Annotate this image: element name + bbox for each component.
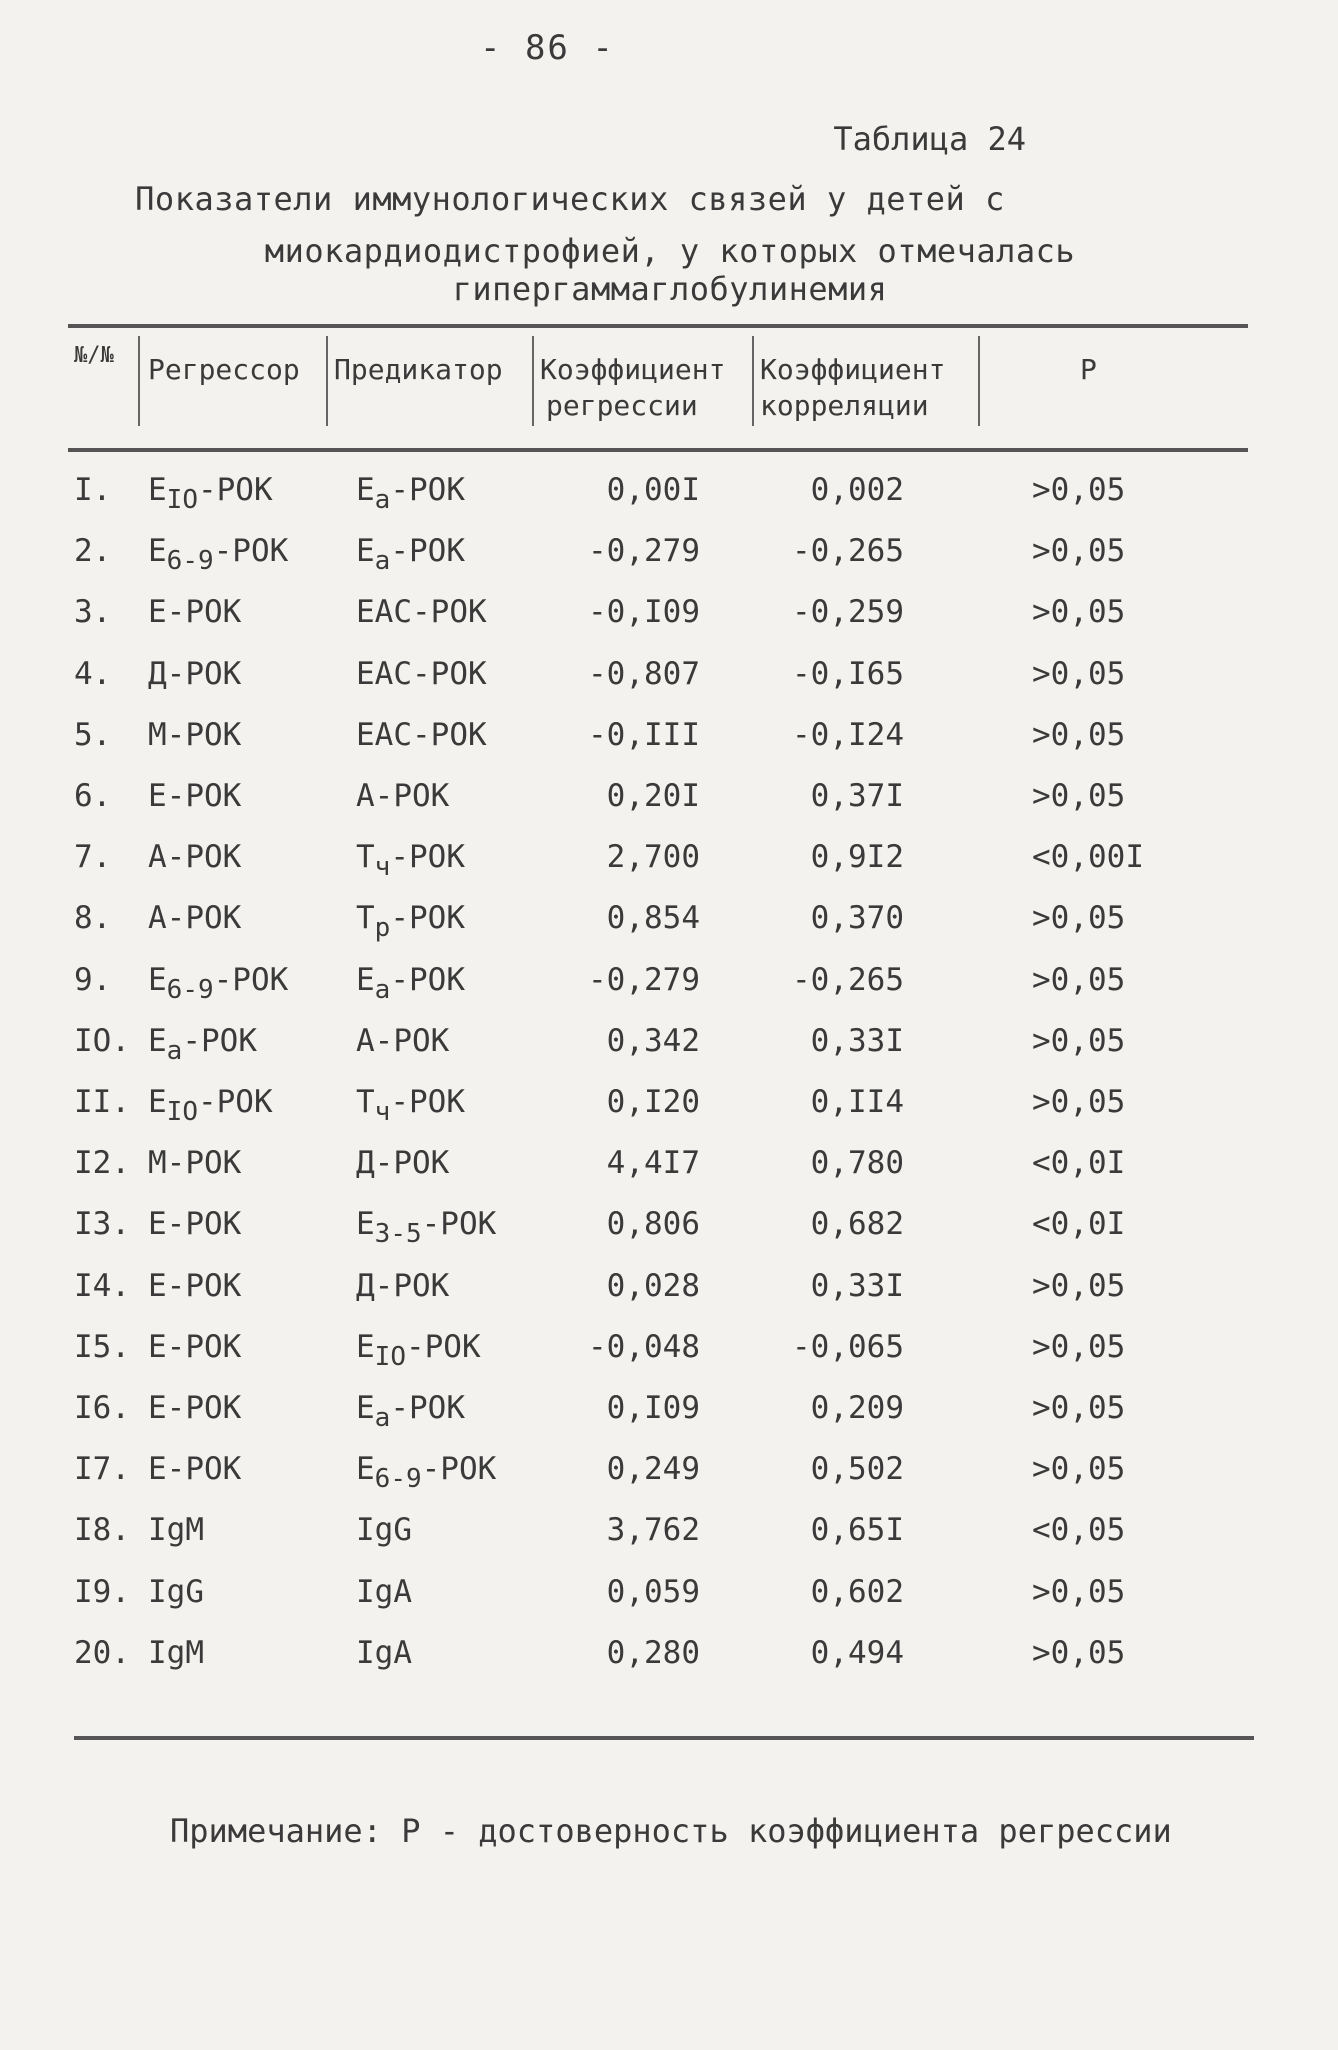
predictor-cell — [356, 1023, 449, 1066]
regressor-cell — [148, 656, 241, 699]
table-row — [0, 1084, 1338, 1145]
coef-regression-cell: -0,I09 — [588, 594, 700, 631]
predictor-cell-base: E — [356, 1451, 375, 1488]
predictor-cell — [356, 962, 465, 1005]
row-number: 9. — [74, 961, 112, 998]
coef-regression-cell: 3,762 — [606, 1512, 700, 1549]
p-value-cell: >0,05 — [1032, 778, 1126, 814]
coef-correlation-cell: -0,265 — [792, 533, 904, 570]
predictor-cell-subscript: ч — [374, 852, 391, 883]
p-value-cell: >0,05 — [1032, 1022, 1126, 1059]
p-value-cell: <0,0I — [1032, 1206, 1126, 1243]
p-value-cell: >0,05 — [1032, 1084, 1126, 1120]
predictor-cell-base: Ig — [356, 1634, 394, 1671]
predictor-cell — [356, 900, 465, 943]
predictor-cell-subscript: a — [374, 546, 391, 577]
table-row — [0, 1145, 1338, 1206]
coef-correlation-cell: 0,9I2 — [810, 839, 904, 876]
predictor-cell — [356, 1084, 465, 1127]
predictor-cell-suffix: -РОК — [390, 900, 465, 937]
regressor-cell-base: E-РОК — [148, 1390, 242, 1426]
regressor-cell-base: М-РОК — [148, 1145, 242, 1182]
predictor-cell-suffix: -РОК — [390, 839, 465, 876]
header-sep-2 — [326, 336, 328, 426]
row-number: 7. — [74, 839, 112, 876]
coef-regression-cell: -0,III — [588, 716, 700, 753]
header-sep-1 — [138, 336, 140, 426]
coef-correlation-cell: -0,065 — [792, 1328, 904, 1365]
predictor-cell — [356, 1329, 481, 1372]
predictor-cell-base: Т — [356, 839, 375, 876]
regressor-cell-base: E-РОК — [148, 1206, 242, 1243]
predictor-cell-subscript: р — [374, 913, 391, 944]
coef-correlation-cell: 0,33I — [810, 1267, 904, 1304]
row-number: I4. — [74, 1267, 130, 1304]
regressor-cell-subscript: a — [166, 1035, 183, 1066]
predictor-cell-suffix: -РОК — [390, 472, 465, 508]
predictor-cell-suffix: G — [393, 1512, 412, 1549]
header-coef-correlation — [760, 352, 945, 424]
predictor-cell — [356, 1635, 412, 1678]
regressor-cell — [148, 594, 241, 637]
regressor-cell-base: E-РОК — [148, 778, 242, 814]
table-row — [0, 1329, 1338, 1390]
table-label: Таблица 24 — [833, 120, 1026, 158]
header-predictor: Предикатор — [334, 353, 503, 386]
table-row — [0, 1023, 1338, 1084]
coef-correlation-cell: 0,209 — [810, 1390, 904, 1426]
regressor-cell — [148, 962, 288, 1005]
table-row — [0, 1512, 1338, 1573]
header-sep-4 — [752, 336, 754, 426]
coef-regression-cell: 0,I20 — [606, 1084, 700, 1120]
regressor-cell-subscript: IO — [166, 485, 198, 515]
row-number: 5. — [74, 716, 112, 753]
predictor-cell — [356, 1512, 412, 1555]
regressor-cell — [148, 1206, 241, 1249]
regressor-cell — [148, 717, 241, 760]
predictor-cell — [356, 717, 487, 760]
regressor-cell-suffix: M — [185, 1634, 204, 1671]
coef-correlation-cell: 0,602 — [810, 1573, 904, 1610]
regressor-cell-base: М-РОК — [148, 716, 242, 753]
predictor-cell-base: Д-РОК — [356, 1267, 450, 1304]
row-number: I. — [74, 472, 112, 508]
table-row — [0, 1451, 1338, 1512]
coef-correlation-cell: 0,682 — [810, 1206, 904, 1243]
predictor-cell — [356, 1390, 465, 1433]
coef-correlation-cell: 0,37I — [810, 778, 904, 814]
predictor-cell — [356, 1268, 449, 1311]
coef-correlation-cell: 0,494 — [810, 1634, 904, 1671]
page-number: - 86 - — [480, 28, 615, 68]
predictor-cell-suffix: -РОК — [390, 961, 465, 998]
p-value-cell: >0,05 — [1032, 716, 1126, 753]
p-value-cell: >0,05 — [1032, 900, 1126, 937]
coef-correlation-cell: 0,002 — [810, 472, 904, 508]
regressor-cell-base: E-РОК — [148, 1267, 242, 1304]
table-title-line1: Показатели иммунологических связей у детей с — [135, 180, 1005, 218]
coef-regression-cell: 0,20I — [606, 778, 700, 814]
p-value-cell: <0,05 — [1032, 1512, 1126, 1549]
predictor-cell-subscript: ч — [374, 1097, 391, 1127]
row-number: 8. — [74, 900, 112, 937]
regressor-cell-subscript: IO — [166, 1097, 198, 1127]
predictor-cell-suffix: -РОК — [390, 1084, 465, 1120]
coef-regression-cell: 0,I09 — [606, 1390, 700, 1426]
header-coef-regression-line2: регрессии — [546, 389, 698, 422]
regressor-cell-base: Д-РОК — [148, 655, 242, 692]
coef-regression-cell: 0,059 — [606, 1573, 700, 1610]
predictor-cell-base: А-РОК — [356, 1022, 450, 1059]
predictor-cell-base: Ig — [356, 1573, 394, 1610]
regressor-cell-suffix: -РОК — [182, 1022, 257, 1059]
table-header-rule — [68, 448, 1248, 452]
coef-correlation-cell: 0,502 — [810, 1451, 904, 1488]
table-row — [0, 778, 1338, 839]
header-sep-5 — [978, 336, 980, 426]
coef-regression-cell: 0,342 — [606, 1022, 700, 1059]
regressor-cell — [148, 533, 288, 576]
coef-regression-cell: -0,279 — [588, 533, 700, 570]
header-coef-correlation-line2: корреляции — [760, 389, 929, 422]
p-value-cell: >0,05 — [1032, 655, 1126, 692]
regressor-cell-base: А-РОК — [148, 900, 242, 937]
table-row — [0, 717, 1338, 778]
table-row — [0, 1390, 1338, 1451]
regressor-cell — [148, 839, 241, 882]
row-number: I9. — [74, 1573, 130, 1610]
predictor-cell-base: E — [356, 1328, 375, 1365]
regressor-cell-base: E — [148, 1022, 167, 1059]
coef-regression-cell: 0,028 — [606, 1267, 700, 1304]
regressor-cell-suffix: -РОК — [213, 961, 289, 998]
header-p: Р — [1080, 353, 1097, 386]
regressor-cell-base: E-РОК — [148, 1328, 242, 1365]
predictor-cell-base: Ig — [356, 1512, 394, 1549]
row-number: 4. — [74, 655, 112, 692]
regressor-cell-base: E — [148, 533, 167, 570]
p-value-cell: >0,05 — [1032, 1634, 1126, 1671]
regressor-cell-subscript: 6-9 — [166, 546, 214, 577]
predictor-cell-subscript: a — [374, 1403, 391, 1433]
header-coef-correlation-line1: Коэффициент — [760, 353, 946, 386]
coef-correlation-cell: -0,265 — [792, 961, 904, 998]
coef-regression-cell: 0,280 — [606, 1634, 700, 1671]
table-title-line2: миокардиодистрофией, у которых отмечалась гипергаммаглобулинемия — [264, 232, 1076, 308]
row-number: 3. — [74, 594, 112, 631]
header-regressor: Регрессор — [148, 353, 300, 386]
predictor-cell — [356, 778, 449, 821]
header-sep-3 — [532, 336, 534, 426]
regressor-cell — [148, 1084, 273, 1127]
p-value-cell: >0,05 — [1032, 1451, 1126, 1488]
predictor-cell-base: Т — [356, 900, 375, 937]
regressor-cell — [148, 1574, 204, 1617]
table-row — [0, 1635, 1338, 1696]
row-number: I3. — [74, 1206, 130, 1243]
header-coef-regression — [540, 352, 725, 424]
table-row — [0, 839, 1338, 900]
table-row — [0, 962, 1338, 1023]
predictor-cell-suffix: -РОК — [405, 1328, 481, 1365]
predictor-cell — [356, 839, 465, 882]
predictor-cell-subscript: a — [374, 485, 391, 515]
header-coef-regression-line1: Коэффициент — [540, 353, 726, 386]
row-number: 6. — [74, 778, 112, 814]
regressor-cell-suffix: M — [185, 1512, 204, 1549]
regressor-cell — [148, 1512, 204, 1555]
regressor-cell-base: E — [148, 1084, 167, 1120]
row-number: 2. — [74, 533, 112, 570]
footnote: Примечание: Р - достоверность коэффициента регрессии — [170, 1812, 1172, 1850]
coef-regression-cell: 4,4I7 — [606, 1145, 700, 1182]
table-top-rule — [68, 324, 1248, 328]
row-number: I2. — [74, 1145, 130, 1182]
regressor-cell-base: Ig — [148, 1573, 186, 1610]
coef-regression-cell: 0,806 — [606, 1206, 700, 1243]
regressor-cell-base: Ig — [148, 1634, 186, 1671]
predictor-cell-base: E — [356, 961, 375, 998]
p-value-cell: <0,0I — [1032, 1145, 1126, 1182]
coef-regression-cell: 2,700 — [606, 839, 700, 876]
table-row — [0, 594, 1338, 655]
p-value-cell: <0,00I — [1032, 839, 1144, 876]
row-number: I5. — [74, 1328, 130, 1365]
predictor-cell-subscript: 3-5 — [374, 1219, 422, 1250]
regressor-cell — [148, 1268, 241, 1311]
table-row — [0, 472, 1338, 533]
predictor-cell — [356, 656, 487, 699]
predictor-cell-suffix: A — [393, 1573, 412, 1610]
regressor-cell — [148, 472, 273, 515]
predictor-cell-subscript: a — [374, 974, 391, 1005]
regressor-cell-suffix: -РОК — [213, 533, 289, 570]
predictor-cell — [356, 1451, 496, 1494]
regressor-cell — [148, 1451, 241, 1494]
coef-correlation-cell: 0,780 — [810, 1145, 904, 1182]
coef-regression-cell: 0,00I — [606, 472, 700, 508]
regressor-cell — [148, 900, 241, 943]
predictor-cell — [356, 1206, 496, 1249]
predictor-cell-base: А-РОК — [356, 778, 450, 814]
table-row — [0, 1206, 1338, 1267]
coef-correlation-cell: 0,370 — [810, 900, 904, 937]
predictor-cell-base: ЕАС-РОК — [356, 716, 487, 753]
coef-regression-cell: -0,279 — [588, 961, 700, 998]
regressor-cell-subscript: 6-9 — [166, 974, 214, 1005]
coef-correlation-cell: -0,259 — [792, 594, 904, 631]
regressor-cell — [148, 1635, 204, 1678]
coef-regression-cell: -0,807 — [588, 655, 700, 692]
predictor-cell-suffix: A — [393, 1634, 412, 1671]
p-value-cell: >0,05 — [1032, 1267, 1126, 1304]
predictor-cell-suffix: -РОК — [390, 1390, 465, 1426]
coef-correlation-cell: 0,65I — [810, 1512, 904, 1549]
predictor-cell — [356, 533, 465, 576]
regressor-cell-base: E-РОК — [148, 594, 242, 631]
table-bottom-rule — [74, 1736, 1254, 1740]
coef-correlation-cell: 0,II4 — [810, 1084, 904, 1120]
table-row — [0, 1574, 1338, 1635]
table-row — [0, 656, 1338, 717]
predictor-cell — [356, 594, 487, 637]
table-row — [0, 900, 1338, 961]
regressor-cell-suffix: -РОК — [197, 1084, 273, 1120]
predictor-cell-base: Д-РОК — [356, 1145, 450, 1182]
p-value-cell: >0,05 — [1032, 1390, 1126, 1426]
coef-correlation-cell: -0,I24 — [792, 716, 904, 753]
row-number: I8. — [74, 1512, 130, 1549]
regressor-cell-base: E — [148, 961, 167, 998]
regressor-cell-base: А-РОК — [148, 839, 242, 876]
predictor-cell-suffix: -РОК — [421, 1451, 497, 1488]
regressor-cell — [148, 1145, 241, 1188]
regressor-cell — [148, 1329, 241, 1372]
row-number: 20. — [74, 1634, 130, 1671]
row-number: I6. — [74, 1390, 130, 1426]
table-row — [0, 533, 1338, 594]
p-value-cell: >0,05 — [1032, 594, 1126, 631]
row-number: II. — [74, 1084, 130, 1120]
predictor-cell-base: E — [356, 472, 375, 508]
coef-correlation-cell: 0,33I — [810, 1022, 904, 1059]
predictor-cell — [356, 1574, 412, 1617]
regressor-cell-base: E-РОК — [148, 1451, 242, 1488]
coef-regression-cell: 0,854 — [606, 900, 700, 937]
p-value-cell: >0,05 — [1032, 961, 1126, 998]
regressor-cell-suffix: -РОК — [197, 472, 273, 508]
coef-regression-cell: 0,249 — [606, 1451, 700, 1488]
predictor-cell — [356, 1145, 449, 1188]
regressor-cell — [148, 1023, 257, 1066]
coef-regression-cell: -0,048 — [588, 1328, 700, 1365]
predictor-cell-base: ЕАС-РОК — [356, 655, 487, 692]
regressor-cell-base: E — [148, 472, 167, 508]
p-value-cell: >0,05 — [1032, 1328, 1126, 1365]
predictor-cell-base: E — [356, 1390, 375, 1426]
predictor-cell-subscript: 6-9 — [374, 1464, 422, 1495]
predictor-cell-base: ЕАС-РОК — [356, 594, 487, 631]
regressor-cell — [148, 1390, 241, 1433]
predictor-cell-subscript: IO — [374, 1341, 406, 1372]
predictor-cell-suffix: -РОК — [421, 1206, 497, 1243]
regressor-cell-base: Ig — [148, 1512, 186, 1549]
row-number: IO. — [74, 1022, 130, 1059]
coef-correlation-cell: -0,I65 — [792, 655, 904, 692]
predictor-cell-base: E — [356, 533, 375, 570]
p-value-cell: >0,05 — [1032, 533, 1126, 570]
predictor-cell-suffix: -РОК — [390, 533, 465, 570]
table-row — [0, 1268, 1338, 1329]
row-number: I7. — [74, 1451, 130, 1488]
predictor-cell-base: E — [356, 1206, 375, 1243]
p-value-cell: >0,05 — [1032, 472, 1126, 508]
header-num: №/№ — [74, 343, 114, 368]
predictor-cell — [356, 472, 465, 515]
regressor-cell-suffix: G — [185, 1573, 204, 1610]
p-value-cell: >0,05 — [1032, 1573, 1126, 1610]
predictor-cell-base: Т — [356, 1084, 375, 1120]
regressor-cell — [148, 778, 241, 821]
